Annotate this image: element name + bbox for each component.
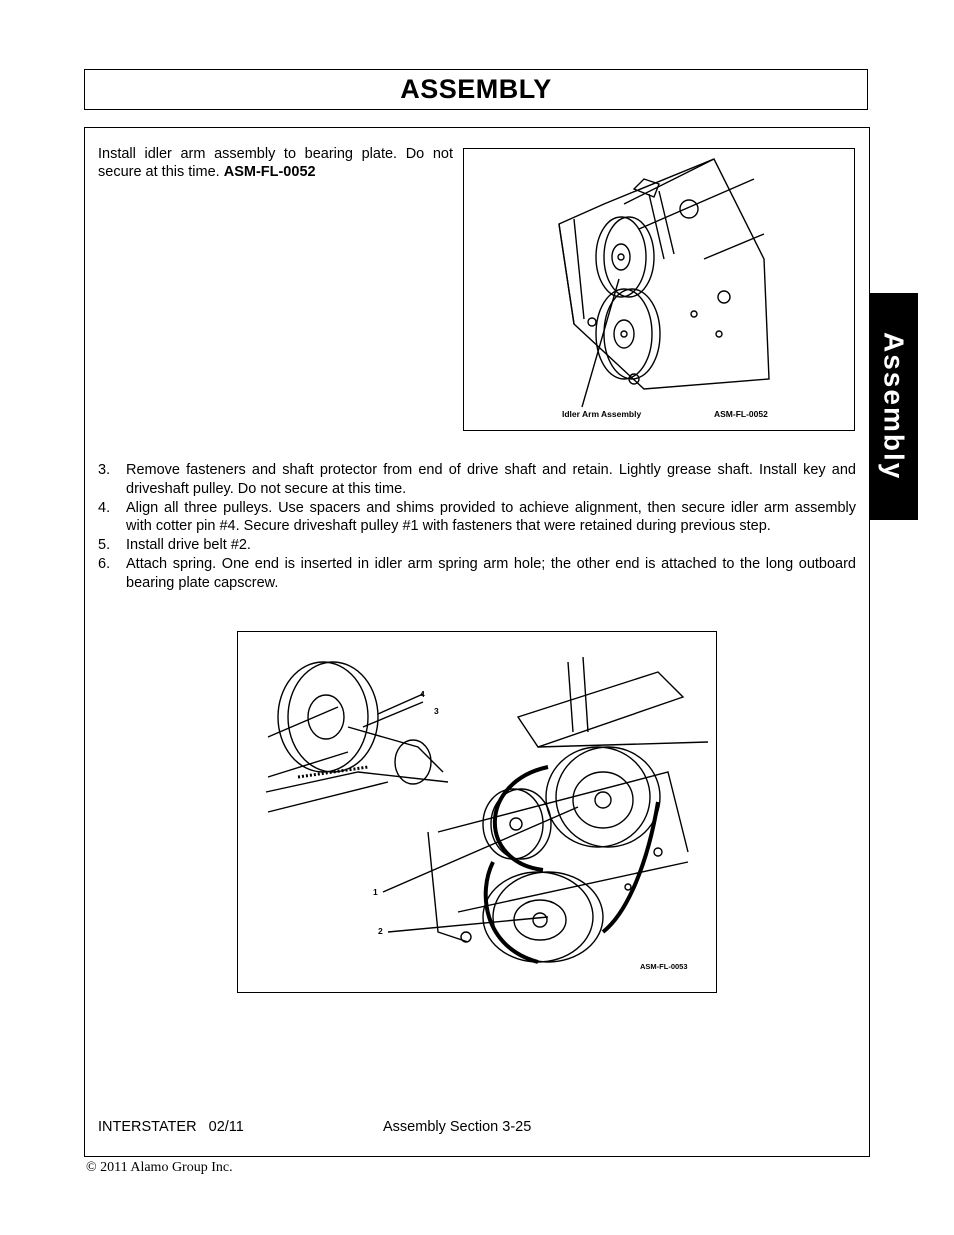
section-side-tab [869, 293, 918, 520]
assembly-steps [98, 461, 856, 593]
callout-3: 3 [434, 706, 439, 716]
step-text: Remove fasteners and shaft protector from end of drive shaft and retain. Lightly grease shaft. Install key and driveshaft pulley. Do not secure at this time. [126, 462, 856, 497]
pulley-belt-illustration [238, 632, 716, 992]
step-number: 5. [98, 537, 111, 554]
figure-pulley-belt [237, 631, 717, 993]
page-header [84, 69, 868, 110]
figure2-id: ASM-FL-0053 [640, 962, 688, 971]
step-item [98, 499, 856, 537]
footer-page-number: Assembly Section 3-25 [383, 1119, 532, 1135]
step-number: 6. [98, 555, 111, 572]
footer-copyright: © 2011 Alamo Group Inc. [86, 1160, 233, 1175]
idler-arm-callout: Idler Arm Assembly [562, 409, 642, 419]
intro-figure-ref: ASM-FL-0052 [223, 164, 316, 180]
intro-text: Install idler arm assembly to bearing plate. Do not secure at this time. [98, 146, 453, 180]
callout-1: 1 [373, 887, 378, 897]
step-item [98, 461, 856, 499]
step-text: Align all three pulleys. Use spacers and shims provided to achieve alignment, then secure idler arm assembly with cotter pin #4. Secure driveshaft pulley #1 with fasteners that were retained during previous step. [126, 499, 856, 535]
step-item [98, 536, 856, 555]
footer-model-date: INTERSTATER 02/11 [98, 1119, 244, 1135]
idler-arm-illustration [464, 149, 854, 430]
callout-2: 2 [378, 926, 383, 936]
callout-4: 4 [420, 689, 425, 699]
side-tab-label: Assembly [878, 332, 910, 481]
figure1-id: ASM-FL-0052 [714, 409, 768, 419]
figure-idler-arm [463, 148, 855, 431]
step-text: Attach spring. One end is inserted in idler arm spring arm hole; the other end is attached to the long outboard bearing plate capscrew. [126, 555, 856, 591]
step-number: 4. [98, 499, 111, 516]
step-number: 3. [98, 462, 111, 478]
intro-paragraph [98, 145, 453, 181]
page-title: ASSEMBLY [400, 74, 552, 104]
step-item [98, 555, 856, 593]
step-text: Install drive belt #2. [126, 537, 251, 554]
